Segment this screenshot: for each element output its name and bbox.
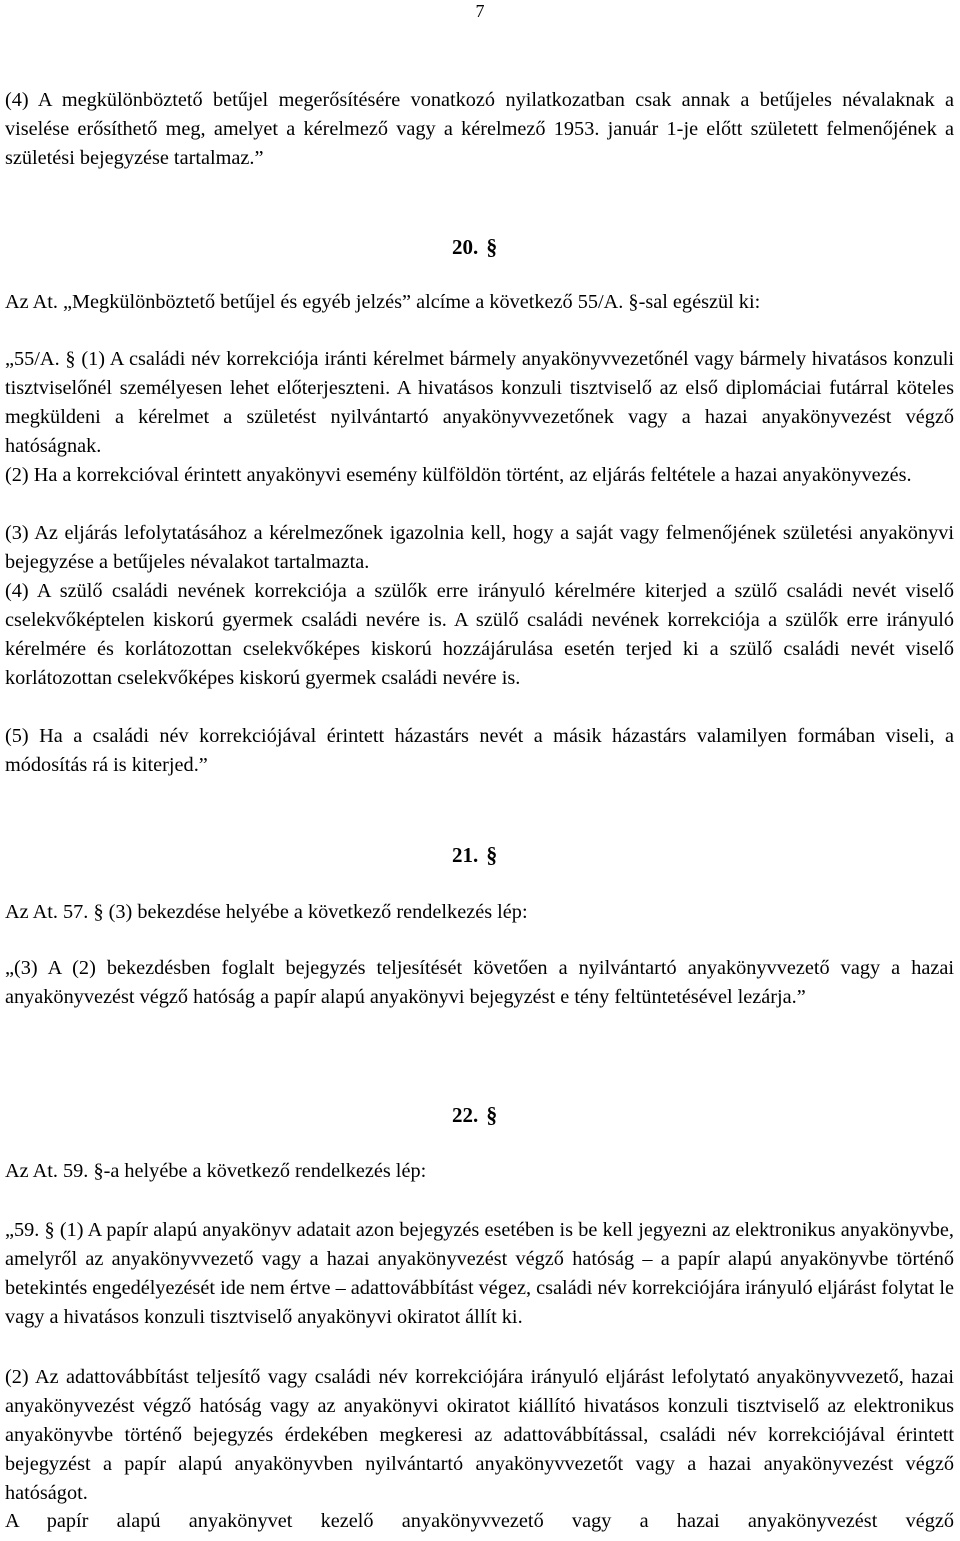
section-21-heading [452,840,497,870]
section-20-paragraph-1: „55/A. § (1) A családi név korrekciója iránti kérelmet bármely anyakönyvvezetőnél vagy bármely hivatásos konzuli tisztviselőnél személyesen lehet előterjeszteni. A hivatásos konzuli tisztviselő az első diplomáciai futárral köteles megküldeni a kérelmet a születést nyilvántartó anyakönyvvezetőnek vagy a hazai anyakönyvezést végző hatóságnak. [5,348,954,457]
section-symbol-icon: § [486,842,498,867]
section-20-intro: Az At. „Megkülönböztető betűjel és egyéb jelzés” alcíme a következő 55/A. §-sal egészül ki: [5,291,761,313]
section-symbol-icon: § [486,234,498,259]
section-22-number: 22. [452,1103,479,1127]
page-number: 7 [475,1,485,21]
section-22-paragraph-3-partial: A papír alapú anyakönyvet kezelő anyakönyvvezető vagy a hazai anyakönyvezést végző [5,1510,954,1532]
section-20-paragraph-5: (5) Ha a családi név korrekciójával érintett házastárs nevét a másik házastárs valamilyen formában viseli, a módosítás rá is kiterjed.” [5,725,954,776]
section-22-heading [452,1100,497,1130]
section-21-paragraph-1: „(3) A (2) bekezdésben foglalt bejegyzés teljesítését követően a nyilvántartó anyakönyvvezető vagy a hazai anyakönyvezést végző hatóság a papír alapú anyakönyvi bejegyzést e tény feltüntetésével lezárja.” [5,957,954,1008]
paragraph-4-intro: (4) A megkülönböztető betűjel megerősítésére vonatkozó nyilatkozatban csak annak a betűjeles névalaknak a viselése erősíthető meg, amelyet a kérelmező vagy a kérelmező 1953. január 1-je előtt született felmenőjének a születési bejegyzése tartalmaz.” [5,89,954,169]
section-20-heading [452,232,497,262]
section-20-paragraph-2: (2) Ha a korrekcióval érintett anyakönyvi esemény külföldön történt, az eljárás feltétele a hazai anyakönyvezés. [5,464,912,486]
section-21-number: 21. [452,843,479,867]
section-22-paragraph-2: (2) Az adattovábbítást teljesítő vagy családi név korrekciójára irányuló eljárást lefolytató anyakönyvvezető, hazai anyakönyvezést végző hatóság vagy az anyakönyvi okiratot kiállító hivatásos konzuli tisztviselő az elektronikus anyakönyvbe történő bejegyzés érdekében megkeresi az adattovábbítással, családi név korrekciójával érintett bejegyzést a papír alapú anyakönyvben nyilvántartó anyakönyvvezetőt vagy a hazai anyakönyvezést végző hatóságot. [5,1366,954,1504]
section-20-paragraph-4: (4) A szülő családi nevének korrekciója a szülők erre irányuló kérelmére kiterjed a szülő családi nevét viselő cselekvőképtelen kiskorú gyermek családi nevére is. A szülő családi nevének korrekciója a szülők erre irányuló kérelmére és korlátozottan cselekvőképes kiskorú hozzájárulása esetén terjed ki a szülő családi nevét viselő korlátozottan cselekvőképes kiskorú gyermek családi nevére is. [5,580,954,689]
section-20-number: 20. [452,235,479,259]
section-symbol-icon: § [486,1102,498,1127]
section-22-paragraph-1: „59. § (1) A papír alapú anyakönyv adatait azon bejegyzés esetében is be kell jegyezni az elektronikus anyakönyvbe, amelyről az anyakönyvvezető vagy a hazai anyakönyvezést végző hatóság – a papír alapú anyakönyvbe történő betekintés engedélyezését ide nem értve – adattovábbítást végez, családi név korrekciójára irányuló eljárást folytat le vagy a hivatásos konzuli tisztviselő anyakönyvi okiratot állít ki. [5,1219,954,1328]
section-21-intro: Az At. 57. § (3) bekezdése helyébe a következő rendelkezés lép: [5,901,528,923]
section-20-paragraph-3: (3) Az eljárás lefolytatásához a kérelmezőnek igazolnia kell, hogy a saját vagy felmenőjének születési anyakönyvi bejegyzése a betűjeles névalakot tartalmazta. [5,522,954,573]
section-22-intro: Az At. 59. §-a helyébe a következő rendelkezés lép: [5,1160,427,1182]
